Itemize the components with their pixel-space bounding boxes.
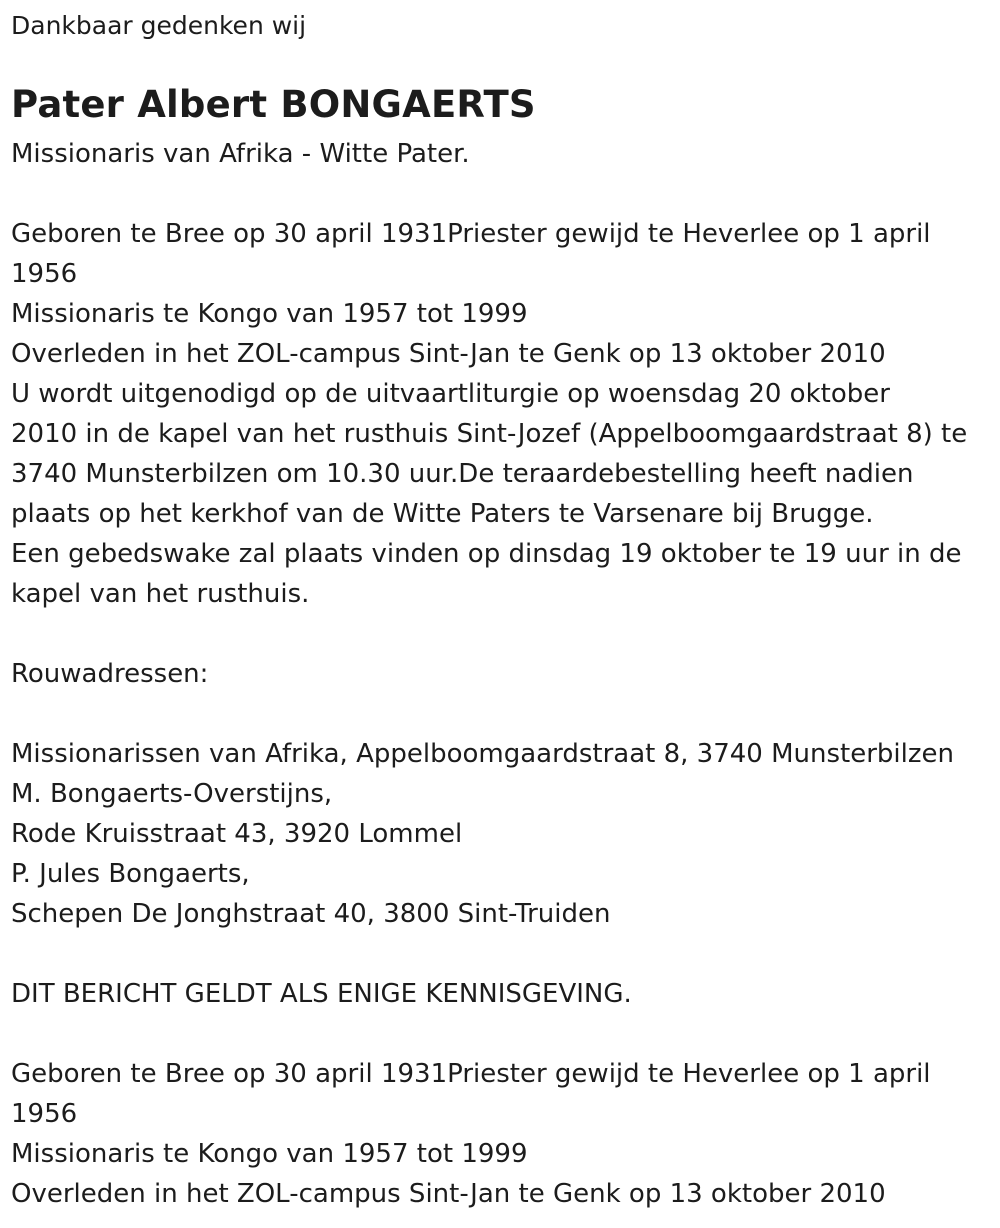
spacer	[11, 174, 996, 214]
intro-text: Dankbaar gedenken wij	[11, 11, 307, 40]
bio-repeat-born-line-2: 1956	[11, 1099, 78, 1129]
spacer	[11, 934, 996, 974]
obituary-body	[11, 134, 996, 1214]
notice-text: DIT BERICHT GELDT ALS ENIGE KENNISGEVING.	[11, 979, 632, 1009]
funeral-line: U wordt uitgenodigd op de uitvaartliturgie op woensdag 20 oktober	[11, 379, 890, 409]
address-line: M. Bongaerts-Overstijns,	[11, 779, 333, 809]
address-line: Missionarissen van Afrika, Appelboomgaardstraat 8, 3740 Munsterbilzen	[11, 739, 954, 769]
bio-repeat-mission: Missionaris te Kongo van 1957 tot 1999	[11, 1139, 528, 1169]
funeral-line: 2010 in de kapel van het rusthuis Sint-Jozef (Appelboomgaardstraat 8) te	[11, 419, 968, 449]
funeral-line: Een gebedswake zal plaats vinden op dinsdag 19 oktober te 19 uur in de	[11, 539, 962, 569]
spacer	[11, 694, 996, 734]
funeral-line: plaats op het kerkhof van de Witte Paters te Varsenare bij Brugge.	[11, 499, 874, 529]
deceased-name: Pater Albert BONGAERTS	[11, 83, 536, 126]
address-line: Schepen De Jonghstraat 40, 3800 Sint-Truiden	[11, 899, 611, 929]
bio-born-line-2: 1956	[11, 259, 78, 289]
funeral-line: kapel van het rusthuis.	[11, 579, 310, 609]
funeral-line: 3740 Munsterbilzen om 10.30 uur.De teraardebestelling heeft nadien	[11, 459, 914, 489]
subtitle: Missionaris van Afrika - Witte Pater.	[11, 139, 470, 169]
bio-mission: Missionaris te Kongo van 1957 tot 1999	[11, 299, 528, 329]
address-line: Rode Kruisstraat 43, 3920 Lommel	[11, 819, 463, 849]
address-line: P. Jules Bongaerts,	[11, 859, 250, 889]
bio-died: Overleden in het ZOL-campus Sint-Jan te Genk op 13 oktober 2010	[11, 339, 886, 369]
bio-repeat-died: Overleden in het ZOL-campus Sint-Jan te Genk op 13 oktober 2010	[11, 1179, 886, 1209]
bio-born-line-1: Geboren te Bree op 30 april 1931Priester gewijd te Heverlee op 1 april	[11, 219, 931, 249]
spacer	[11, 1014, 996, 1054]
bio-repeat-born-line-1: Geboren te Bree op 30 april 1931Priester gewijd te Heverlee op 1 april	[11, 1059, 931, 1089]
spacer	[11, 614, 996, 654]
addresses-heading: Rouwadressen:	[11, 659, 209, 689]
